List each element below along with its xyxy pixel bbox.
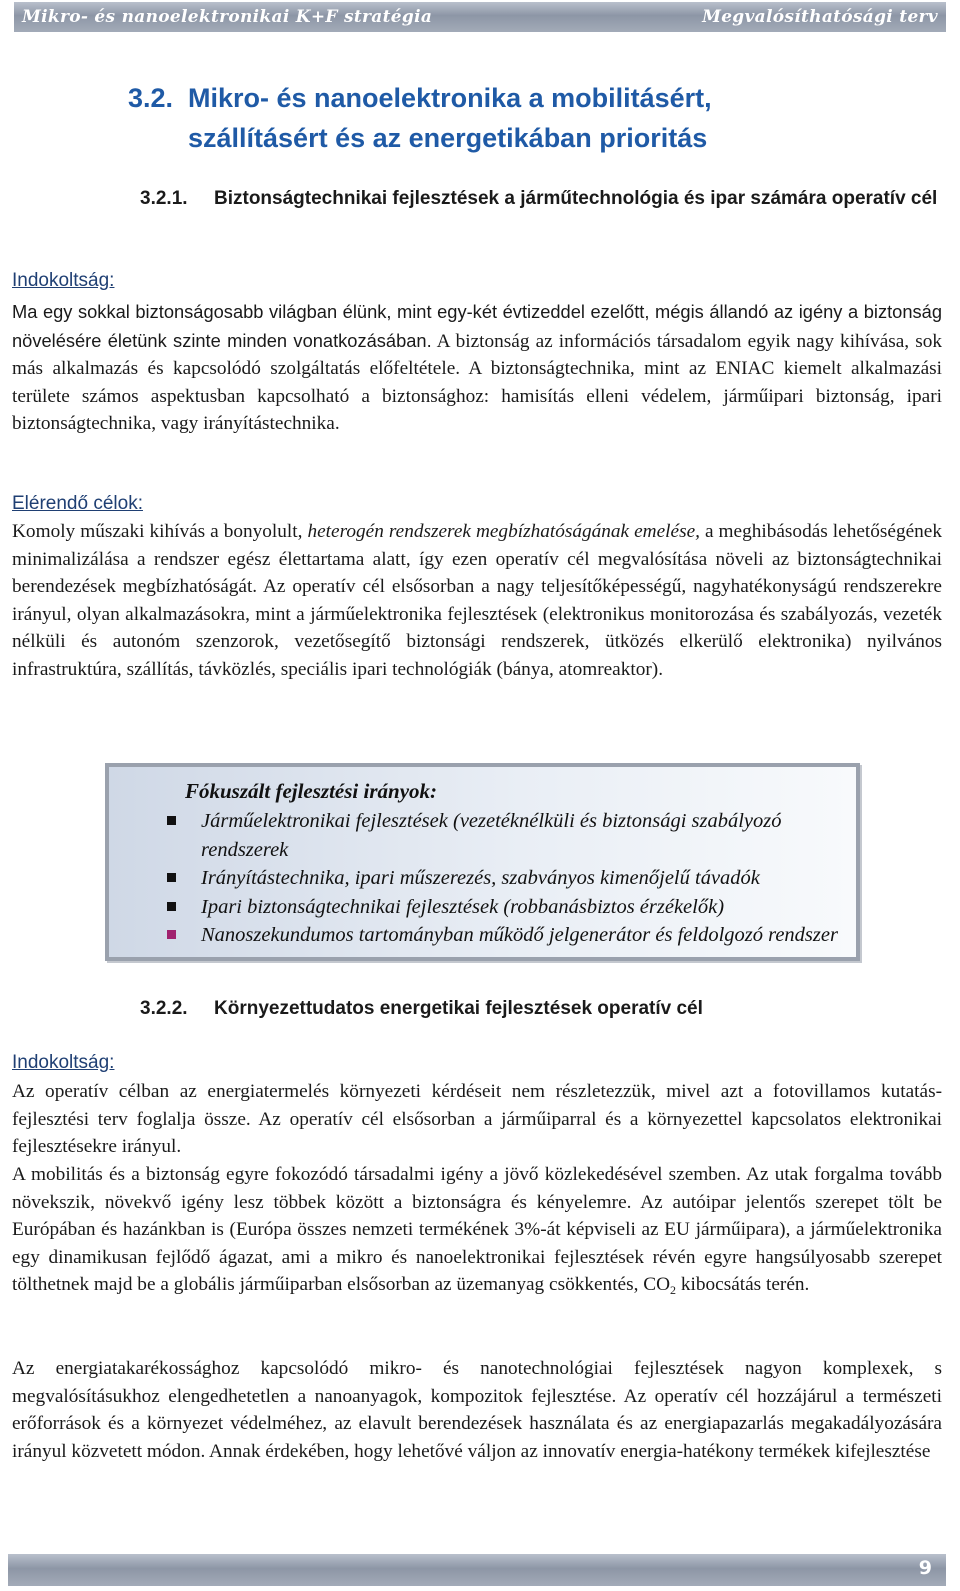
section-heading <box>128 78 888 158</box>
energy-paragraph-3: Az energiatakarékossághoz kapcsolódó mikro- és nanotechnológiai fejlesztések nagyon komplexek, s megvalósításukhoz elengedhetetlen a nanoanyagok, kompozitok fejlesztése. Az operatív cél hozzájárul a természeti erőforrások és a környezet védelméhez, az elavult berendezések használata és az energiapazarlás megakadályozására irányul közvetett módon. Annak érdekében, hogy lehetővé váljon az innovatív energia-hatékony termékek kifejlesztése <box>12 1358 942 1462</box>
section-number: 3.2. <box>128 83 174 113</box>
page-footer <box>8 1554 946 1586</box>
subsection-number-1: 3.2.1. <box>140 188 188 209</box>
focus-item: Ipari biztonságtechnikai fejlesztések (robbanásbiztos érzékelők) <box>163 893 853 922</box>
header-document-title: Mikro- és nanoelektronikai K+F stratégia <box>22 7 433 27</box>
focus-item: Irányítástechnika, ipari műszerezés, szabványos kimenőjelű távadók <box>163 864 853 893</box>
header-document-type: Megvalósíthatósági terv <box>702 7 938 27</box>
focus-box <box>105 763 860 961</box>
square-bullet-icon <box>167 873 176 882</box>
justification-paragraph-1 <box>12 298 942 438</box>
subsection-heading-2 <box>140 994 942 1023</box>
goals-emphasis: heterogén rendszerek megbízhatóságának emelése, <box>307 521 700 542</box>
subsection-number-2: 3.2.2. <box>140 998 188 1019</box>
page-number: 9 <box>918 1557 932 1579</box>
square-bullet-icon <box>167 930 176 939</box>
goals-label: Elérendő célok: <box>12 493 143 514</box>
justification-sans-text: Ma egy sokkal biztonságosabb világban élünk, mint egy-két évtizeddel ezelőtt, mégis állandó az igény a biztonság növelésére életünk szinte minden vonatkozásában. <box>12 301 942 351</box>
page-header <box>14 2 946 32</box>
subsection-heading-1 <box>140 184 942 213</box>
energy-paragraph-1: Az operatív célban az energiatermelés környezeti kérdéseit nem részletezzük, mivel azt a fotovillamos kutatás-fejlesztési terv foglalja össze. Az operatív cél elsősorban a járműiparral és a környezettel kapcsolatos elektronikai fejlesztésekre irányul. <box>12 1081 942 1158</box>
square-bullet-icon <box>167 816 176 825</box>
square-bullet-icon <box>167 902 176 911</box>
focus-item: Járműelektronikai fejlesztések (vezetéknélküli és biztonsági szabályozó rendszerek <box>163 807 853 864</box>
subsection-title-2: Környezettudatos energetikai fejlesztések operatív cél <box>214 998 703 1019</box>
subsection-title-1: Biztonságtechnikai fejlesztések a járműtechnológia és ipar számára operatív cél <box>214 188 938 209</box>
energy-paragraph-2: A mobilitás és a biztonság egyre fokozódó társadalmi igény a jövő közlekedésével szemben. Az utak forgalma tovább növekszik, növekvő igény lesz többek között a biztonságra és kényelemre. Az autóipar jelentős szerepet tölt be Európában és hazánkban is (Európa összes nemzeti termékének 3%-át képviseli az EU járműipara), a járműelektronika egy dinamikusan fejlődő ágazat, ami a mikro és nanoelektronikai fejlesztések révén egyre hangsúlyosabb szerepet tölthetnek majd be a globális járműiparban elsősorban az üzemanyag csökkentés, $CO_2$ kibocsátás terén. <box>12 1164 942 1298</box>
justification-label-2: Indokoltság: <box>12 1052 115 1073</box>
focus-list <box>163 807 853 950</box>
goals-paragraph: Komoly műszaki kihívás a bonyolult, heterogén rendszerek megbízhatóságának emelése, a meghibásodás lehetőségének minimalizálása a rendszer egész élettartama alatt, így ezen operatív cél megvalósítása növeli az biztonságtechnikai berendezések megbízhatóságát. Az operatív cél elsősorban a nagy teljesítőképességű, nagyhatékonyságú rendszerekre irányul, olyan alkalmazásokra, mint a járműelektronika fejlesztések (elektronikus monitorozása és szabályozás, vezeték nélküli és autonóm szenzorok, vezetősegítő biztonsági rendszerek, ütközés elkerülő elektronika) nyilvános infrastruktúra, szállítás, távközlés, speciális ipari technológiák (bánya, atomreaktor). <box>12 521 942 680</box>
co2-subscript: 2 <box>670 1283 677 1298</box>
section-title-line1: Mikro- és nanoelektronika a mobilitásért, <box>188 83 712 113</box>
focus-title: Fókuszált fejlesztési irányok: <box>185 779 438 803</box>
focus-item: Nanoszekundumos tartományban működő jelgenerátor és feldolgozó rendszer <box>163 921 853 950</box>
justification-label-1: Indokoltság: <box>12 270 115 291</box>
justification-serif-text: A biztonság az információs társadalom egyik nagy kihívása, sok más alkalmazás és kapcsolódó szolgáltatás előfeltétele. A biztonságtechnika, mint az ENIAC kiemelt alkalmazási területe számos aspektusban kapcsolható a biztonsághoz: hamisítás elleni védelem, járműipari biztonság, ipari biztonságtechnika, vagy irányítástechnika. <box>12 330 942 435</box>
section-title-line2: szállításért és az energetikában prioritás <box>188 123 708 153</box>
